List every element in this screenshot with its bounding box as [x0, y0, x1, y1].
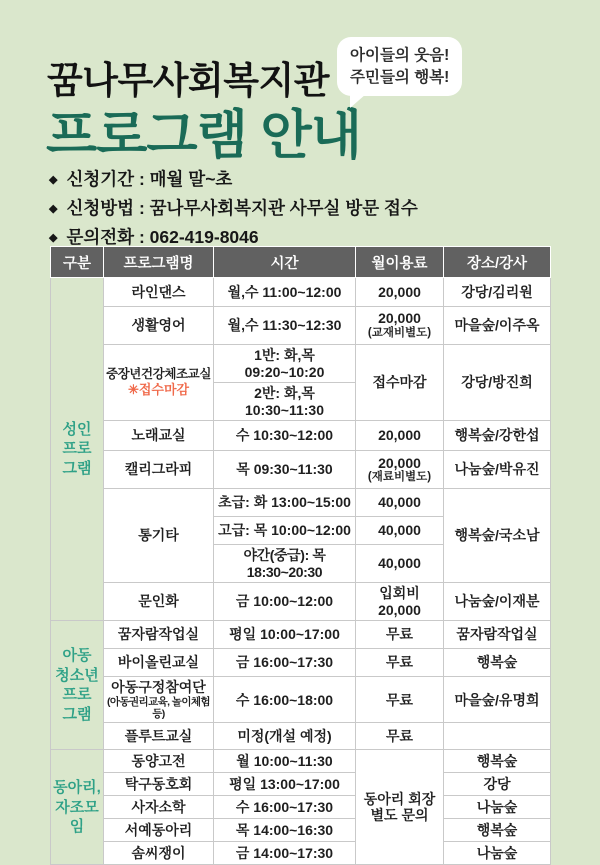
col-header-place: 장소/강사 [444, 247, 551, 278]
program-fee: 20,000 [356, 278, 444, 307]
program-place: 꿈자람작업실 [444, 621, 551, 649]
program-fee: 20,000 (교재비별도) [356, 307, 444, 345]
program-time: 초급: 화 13:00~15:00 [214, 489, 356, 517]
table-row [51, 307, 551, 345]
program-fee: 접수마감 [356, 345, 444, 421]
closed-note: ✳접수마감 [127, 382, 190, 398]
table-row [51, 796, 551, 819]
table-row [51, 723, 551, 750]
program-name: 중장년건강체조교실 ✳접수마감 [104, 345, 214, 421]
program-fee: 20,000 (재료비별도) [356, 451, 444, 489]
table-row [51, 421, 551, 451]
club-fee-note: 동아리 회장 별도 문의 [356, 750, 444, 865]
program-time: 목 09:30~11:30 [214, 451, 356, 489]
info-text: 문의전화 : 062-419-8046 [66, 227, 259, 247]
program-time: 평일 10:00~17:00 [214, 621, 356, 649]
program-place: 나눔숲/박유진 [444, 451, 551, 489]
program-name: 캘리그라피 [104, 451, 214, 489]
table-row [51, 842, 551, 865]
program-fee: 무료 [356, 723, 444, 750]
page-title: 프로그램 안내 [46, 106, 361, 165]
program-fee: 40,000 [356, 545, 444, 583]
program-place: 강당/방진희 [444, 345, 551, 421]
program-time: 목 14:00~16:30 [214, 819, 356, 842]
program-time: 고급: 목 10:00~12:00 [214, 517, 356, 545]
program-name: 통기타 [104, 489, 214, 583]
group-youth: 아동 청소년 프로 그램 [51, 621, 104, 750]
col-header-category: 구분 [51, 247, 104, 278]
program-time: 미정(개설 예정) [214, 723, 356, 750]
program-place: 강당 [444, 773, 551, 796]
table-row [51, 819, 551, 842]
info-list [49, 166, 418, 253]
col-header-program: 프로그램명 [104, 247, 214, 278]
program-place: 나눔숲 [444, 796, 551, 819]
program-time: 월 10:00~11:30 [214, 750, 356, 773]
program-name: 서예동아리 [104, 819, 214, 842]
bubble-tail [350, 94, 366, 108]
program-name: 바이올린교실 [104, 649, 214, 677]
program-name: 라인댄스 [104, 278, 214, 307]
program-time: 월,수 11:30~12:30 [214, 307, 356, 345]
group-club: 동아리, 자조모임 [51, 750, 104, 865]
program-time: 평일 13:00~17:00 [214, 773, 356, 796]
program-place: 마을숲/유명희 [444, 677, 551, 723]
program-time: 수 16:00~18:00 [214, 677, 356, 723]
program-place: 강당/김리원 [444, 278, 551, 307]
program-fee: 40,000 [356, 517, 444, 545]
program-time: 2반: 화,목 10:30~11:30 [214, 383, 356, 421]
program-place: 마을숲/이주옥 [444, 307, 551, 345]
program-time: 금 10:00~12:00 [214, 583, 356, 621]
slogan-line-1: 아이들의 웃음! [350, 47, 450, 64]
program-fee: 20,000 [356, 421, 444, 451]
program-name: 탁구동호회 [104, 773, 214, 796]
program-name: 아동구정참여단 (아동권리교육, 놀이체험 등) [104, 677, 214, 723]
program-time: 수 16:00~17:30 [214, 796, 356, 819]
table-row [51, 677, 551, 723]
program-place [444, 723, 551, 750]
table-row [51, 649, 551, 677]
program-name: 사자소학 [104, 796, 214, 819]
program-name: 솜씨쟁이 [104, 842, 214, 865]
info-text: 신청방법 : 꿈나무사회복지관 사무실 방문 접수 [66, 198, 418, 218]
program-fee: 무료 [356, 677, 444, 723]
program-place: 행복숲 [444, 649, 551, 677]
program-time: 월,수 11:00~12:00 [214, 278, 356, 307]
slogan-line-2: 주민들의 행복! [350, 68, 450, 86]
program-fee: 40,000 [356, 489, 444, 517]
info-application-method [49, 195, 418, 220]
program-place: 행복숲/국소남 [444, 489, 551, 583]
program-time: 금 16:00~17:30 [214, 649, 356, 677]
table-row [51, 278, 551, 307]
program-time: 야간(중급): 목 18:30~20:30 [214, 545, 356, 583]
table-row [51, 489, 551, 517]
diamond-bullet-icon: ◆ [49, 174, 58, 186]
table-row [51, 621, 551, 649]
program-place: 행복숲/강한섭 [444, 421, 551, 451]
program-name: 문인화 [104, 583, 214, 621]
program-fee: 입회비 20,000 [356, 583, 444, 621]
program-name: 동양고전 [104, 750, 214, 773]
table-row [51, 451, 551, 489]
program-fee: 무료 [356, 621, 444, 649]
program-time: 금 14:00~17:30 [214, 842, 356, 865]
program-place: 행복숲 [444, 819, 551, 842]
group-adult: 성인 프로 그램 [51, 278, 104, 621]
table-row [51, 750, 551, 773]
program-name: 노래교실 [104, 421, 214, 451]
table-row [51, 583, 551, 621]
slogan-bubble [337, 37, 462, 96]
program-place: 행복숲 [444, 750, 551, 773]
program-name: 생활영어 [104, 307, 214, 345]
program-fee: 무료 [356, 649, 444, 677]
program-time: 1반: 화,목 09:20~10:20 [214, 345, 356, 383]
diamond-bullet-icon: ◆ [49, 203, 58, 215]
table-row [51, 773, 551, 796]
col-header-time: 시간 [214, 247, 356, 278]
diamond-bullet-icon: ◆ [49, 232, 58, 244]
program-place: 나눔숲 [444, 842, 551, 865]
program-table [50, 246, 551, 865]
program-time: 수 10:30~12:00 [214, 421, 356, 451]
info-text: 신청기간 : 매월 말~초 [66, 169, 233, 189]
col-header-fee: 월이용료 [356, 247, 444, 278]
table-row [51, 345, 551, 383]
program-name: 꿈자람작업실 [104, 621, 214, 649]
info-application-period [49, 166, 418, 191]
program-place: 나눔숲/이재분 [444, 583, 551, 621]
program-name: 플루트교실 [104, 723, 214, 750]
org-name: 꿈나무사회복지관 [47, 60, 329, 101]
table-header-row [51, 247, 551, 278]
